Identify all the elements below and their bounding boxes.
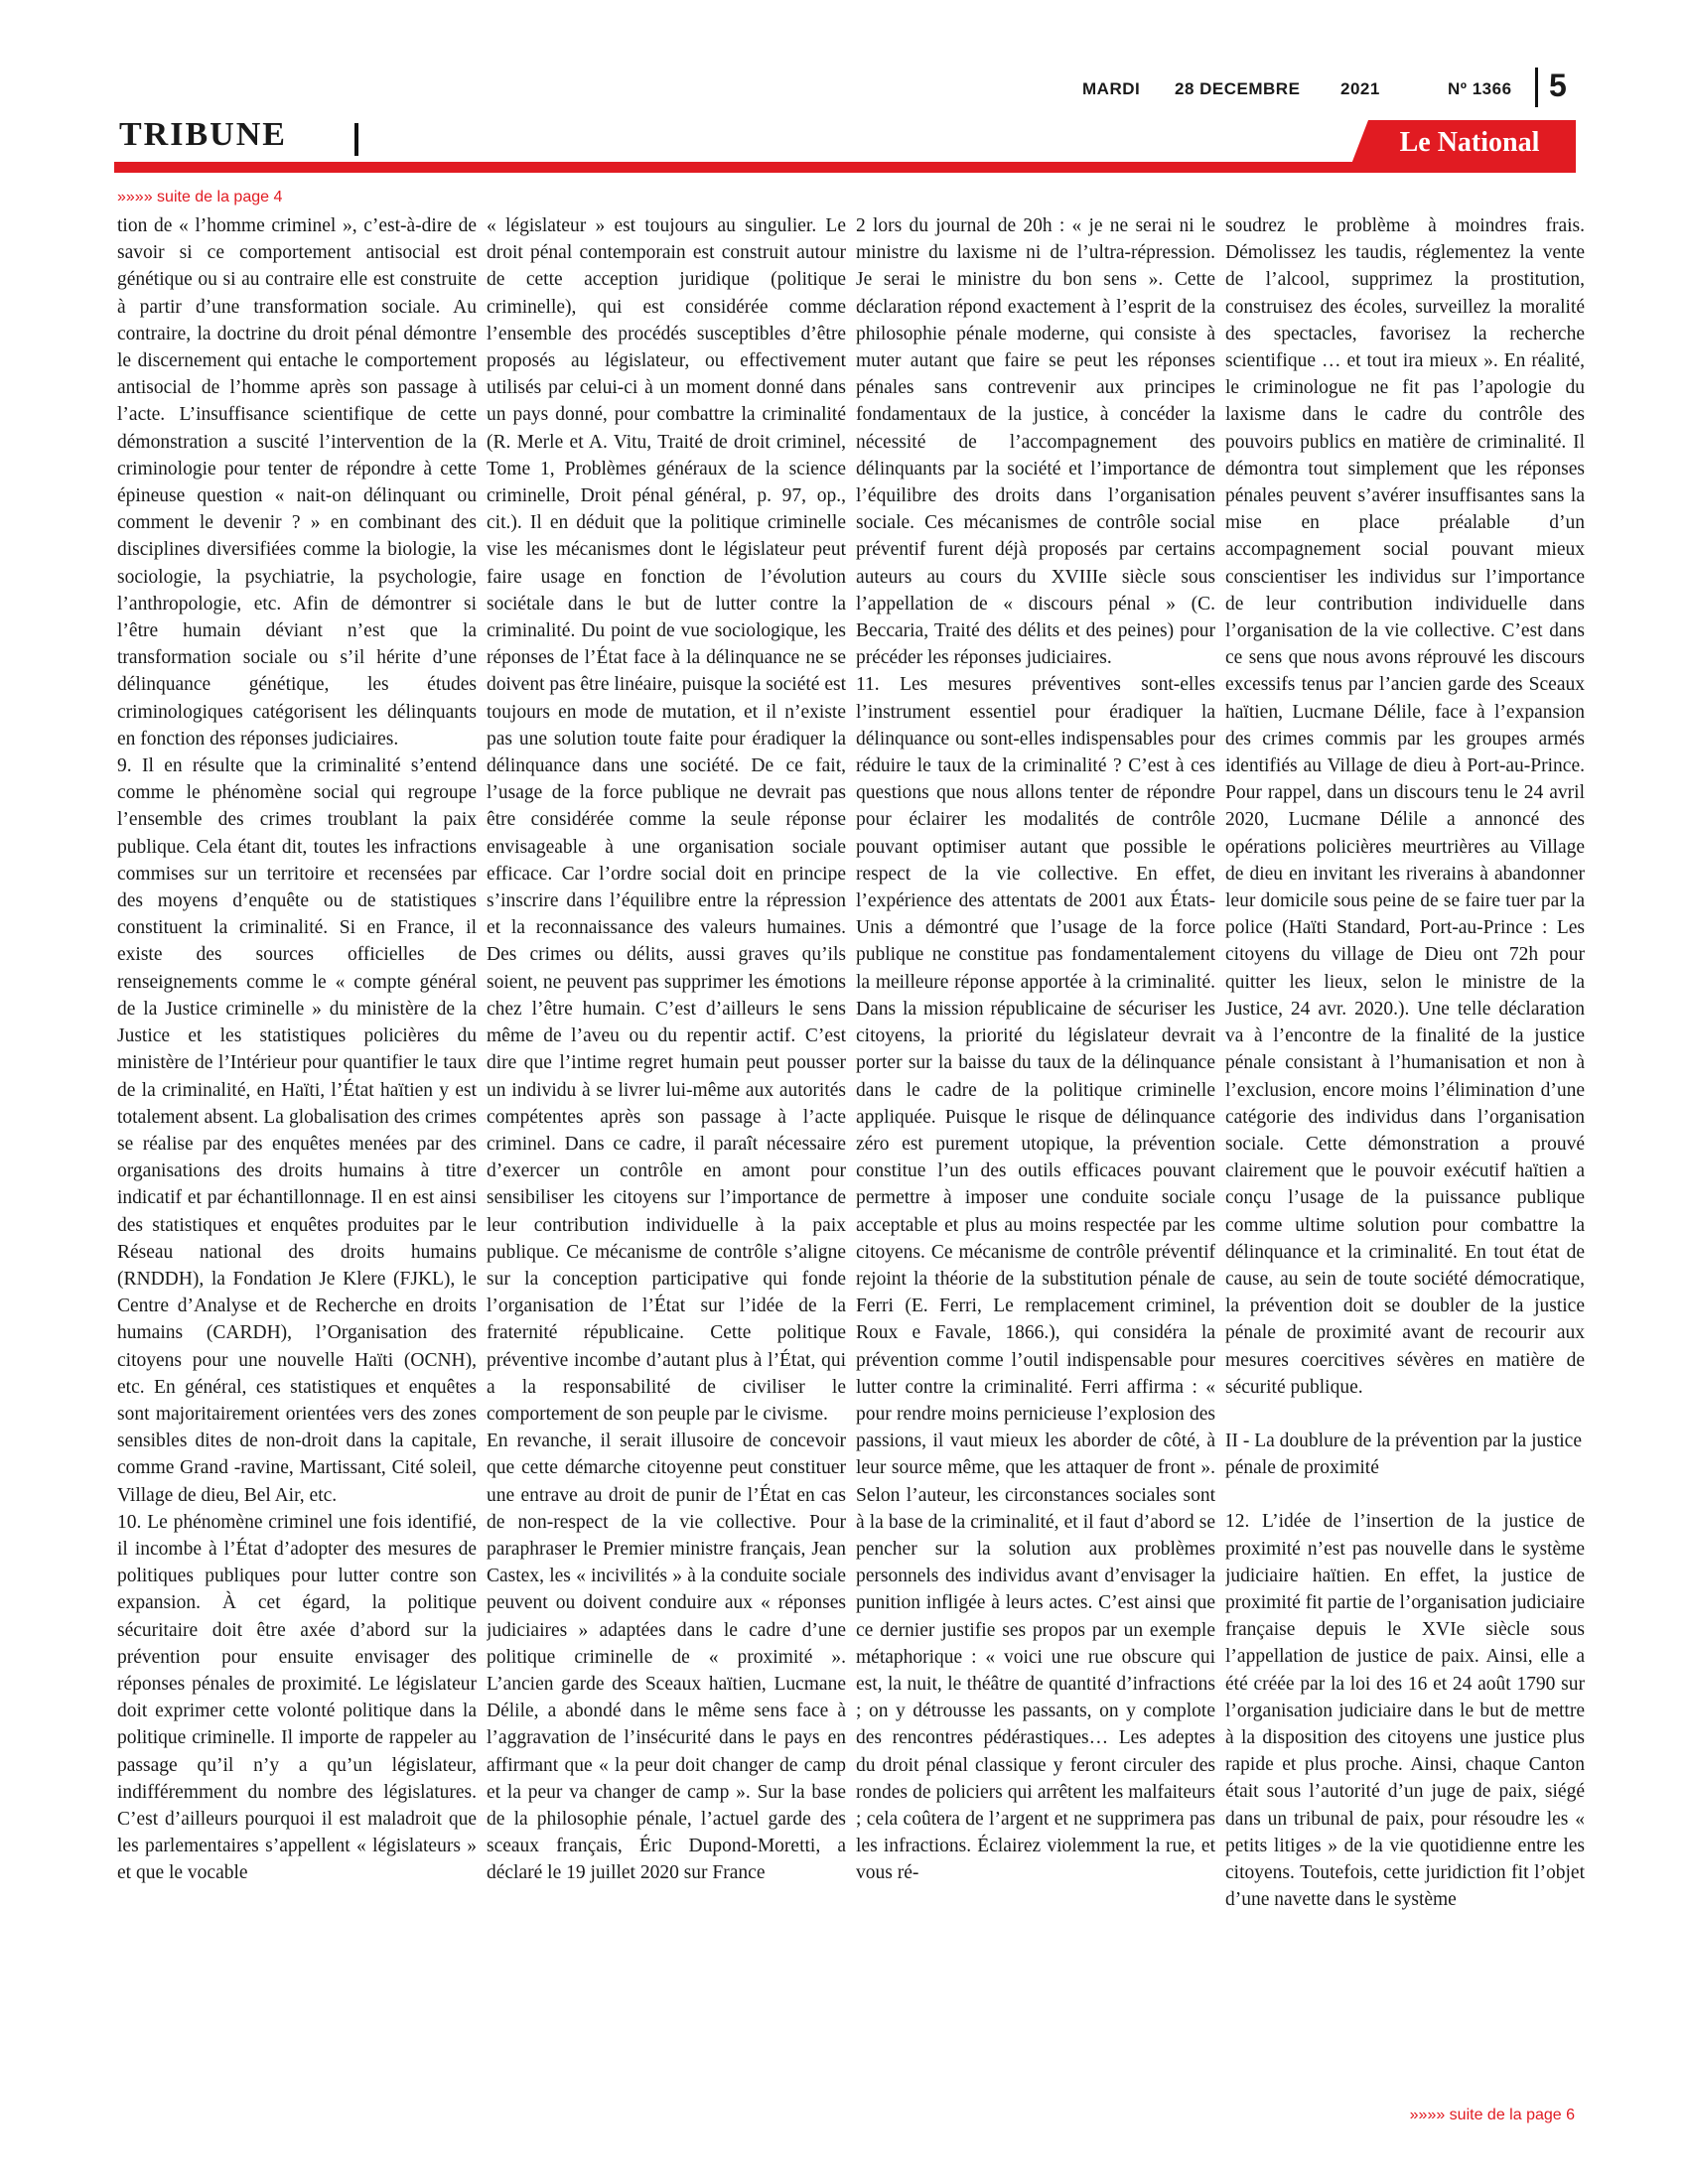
paragraph: 11. Les mesures préventives sont-elles l’instrument essentiel pour éradiquer la délinquance ou sont-elles indispensables pour réduire le taux de la criminalité ? C’est à ces questions que nous allons tenter de répondre pour éclairer les modalités de contrôle pouvant optimiser autant que possible le respect de la vie collective. En effet, l’expérience des attentats de 2001 aux États-Unis a démontré que l’usage de la force publique ne constitue pas fondamentalement la meilleure réponse apportée à la criminalité. Dans la mission républicaine de sécuriser les citoyens, la priorité du législateur devrait porter sur la baisse du taux de la délinquance dans le cadre de la politique criminelle appliquée. Puisque le risque de délinquance zéro est purement utopique, la prévention constitue l’un des outils efficaces pouvant permettre à imposer une conduite sociale acceptable et plus au moins respectée par les citoyens. Ce mécanisme de contrôle préventif rejoint la théorie de la substitution pénale de Ferri (E. Ferri, Le remplacement criminel, Roux e Favale, 1866.), qui considéra la prévention comme l’outil indispensable pour lutter contre la criminalité. Ferri affirma : « pour rendre moins pernicieuse l’explosion des passions, il vaut mieux les aborder de côté, à leur source même, que les attaquer de front ». Selon l’auteur, les circonstances sociales sont à la base de la criminalité, et il faut d’abord se pencher sur la solution aux problèmes personnels des individus avant d’envisager la punition infligée à leurs actes. C’est ainsi que ce dernier justifie ses propos par un exemple métaphorique : « voici une rue obscure qui est, la nuit, le théâtre de quantité d’infractions ; on y détrousse les passants, on y complote des rencontres pédérastiques… Les adeptes du droit pénal classique y feront circuler des rondes de policiers qui arrêtent les malfaiteurs ; cela coûtera de l’argent et ne supprimera pas les infractions. Éclairez violemment la rue, et vous ré-	[856, 674, 1215, 1884]
article-column-3	[856, 212, 1215, 2133]
paragraph: 9. Il en résulte que la criminalité s’entend comme le phénomène social qui regroupe l’ensemble des crimes troublant la paix publique. Cela étant dit, toutes les infractions commises sur un territoire et recensées par des moyens d’enquête ou de statistiques constituent la criminalité. Si en France, il existe des sources officielles de renseignements comme le « compte général de la Justice criminelle » du ministère de la Justice et les statistiques policières du ministère de l’Intérieur pour quantifier le taux de la criminalité, en Haïti, l’État haïtien y est totalement absent. La globalisation des crimes se réalise par des enquêtes menées par des organisations des droits humains à titre indicatif et par échantillonnage. Il en est ainsi des statistiques et enquêtes produites par le Réseau national des droits humains (RNDDH), la Fondation Je Klere (FJKL), le Centre d’Analyse et de Recherche en droits humains (CARDH), l’Organisation des citoyens pour une nouvelle Haïti (OCNH), etc. En général, ces statistiques et enquêtes sont majoritairement orientées vers des zones sensibles dites de non-droit dans la capitale, comme Grand -ravine, Martissant, Cité soleil, Village de dieu, Bel Air, etc.	[117, 755, 477, 1506]
dateline-year: 2021	[1340, 79, 1380, 98]
brand-name: Le National	[1399, 127, 1540, 158]
section-title-bar	[354, 123, 358, 156]
paragraph: tion de « l’homme criminel », c’est-à-dire de savoir si ce comportement antisocial est génétique ou si au contraire elle est construite à partir d’une transformation sociale. Au contraire, la doctrine du droit pénal démontre le discernement qui entache le comportement antisocial de l’homme après son passage à l’acte. L’insuffisance scientifique de cette démonstration a suscité l’intervention de la criminologie pour tenter de répondre à cette épineuse question « nait-on délinquant ou comment le devenir ? » en combinant des disciplines diversifiées comme la biologie, la sociologie, la psychiatrie, la psychologie, l’anthropologie, etc. Afin de démontrer si l’être humain déviant n’est que la transformation sociale ou s’il hérite d’une délinquance génétique, les études criminologiques catégorisent les délinquants en fonction des réponses judiciaires.	[117, 215, 477, 750]
page-number-divider	[1535, 68, 1538, 107]
article-column-4	[1225, 212, 1585, 2104]
continued-from-note: »»»» suite de la page 4	[117, 189, 283, 205]
dateline-date: 28 DECEMBRE	[1175, 79, 1301, 98]
section-title: TRIBUNE	[119, 116, 287, 153]
continued-on-note: »»»» suite de la page 6	[1409, 2107, 1575, 2123]
paragraph: En revanche, il serait illusoire de concevoir que cette démarche citoyenne peut constituer une entrave au droit de punir de l’État en cas de non-respect de la vie collective. Pour paraphraser le Premier ministre français, Jean Castex, les « incivilités » à la conduite sociale peuvent ou doivent conduire aux « réponses judiciaires » adaptées dans le cadre d’une politique criminelle de « proximité ». L’ancien garde des Sceaux haïtien, Lucmane Délile, a abondé dans le même sens face à l’aggravation de l’insécurité dans le pays en affirmant que « la peur doit changer de camp et la peur va changer de camp ». Sur la base de la philosophie pénale, l’actuel garde des sceaux français, Éric Dupond-Moretti, a déclaré le 19 juillet 2020 sur France	[487, 1431, 846, 1884]
issue-number: Nº 1366	[1448, 79, 1512, 98]
page-number: 5	[1549, 68, 1567, 103]
section-heading: II - La doublure de la prévention par la justice pénale de proximité	[1225, 1430, 1582, 1479]
paragraph: 2 lors du journal de 20h : « je ne serai ni le ministre du laxisme ni de l’ultra-répression. Je serai le ministre du bon sens ». Cette déclaration répond exactement à l’esprit de la philosophie pénale moderne, qui consiste à muter autant que faire se peut les réponses pénales sans contrevenir aux principes fondamentaux de la justice, à concéder la nécessité de l’accompagnement des délinquants par la société et l’importance de l’équilibre des droits dans l’organisation sociale. Ces mécanismes de contrôle social préventif furent déjà proposés par certains auteurs au cours du XVIIIe siècle sous l’appellation de « discours pénal » (C. Beccaria, Traité des délits et des peines) pour précéder les réponses judiciaires.	[856, 215, 1215, 669]
paragraph: 12. L’idée de l’insertion de la justice de proximité n’est pas nouvelle dans le système judiciaire haïtien. En effet, la justice de proximité fit partie de l’organisation judiciaire française depuis le XVIe siècle sous l’appellation de justice de paix. Ainsi, elle a été créée par la loi des 16 et 24 août 1790 sur l’organisation judiciaire dans le but de mettre à la disposition des citoyens une justice plus rapide et plus proche. Ainsi, chaque Canton était sous l’autorité d’un juge de paix, siégé dans un tribunal de paix, pour résoudre les « petits litiges » de la vie quotidienne entre les citoyens. Toutefois, cette juridiction fit l’objet d’une navette dans le système	[1225, 1511, 1585, 1911]
article-column-1	[117, 212, 477, 2133]
paragraph: 10. Le phénomène criminel une fois identifié, il incombe à l’État d’adopter des mesures de politiques publiques pour lutter contre son expansion. À cet égard, la politique sécuritaire doit être axée d’abord sur la prévention pour ensuite envisager des réponses pénales de proximité. Le législateur doit exprimer cette volonté politique dans la politique criminelle. Il importe de rappeler au passage qu’il n’y a qu’un législateur, indifféremment du nombre des législatures. C’est d’ailleurs pourquoi il est maladroit que les parlementaires s’appellent « législateurs » et que le vocable	[117, 1511, 477, 1884]
dateline-day: MARDI	[1082, 79, 1141, 98]
paragraph: soudrez le problème à moindres frais. Démolissez les taudis, réglementez la vente de l’alcool, supprimez la prostitution, construisez des écoles, surveillez la moralité des spectacles, favorisez la recherche scientifique … et tout ira mieux ». En réalité, le criminologue ne fit pas l’apologie du laxisme dans le cadre du contrôle des pouvoirs publics en matière de criminalité. Il démontra tout simplement que les réponses pénales peuvent s’avérer insuffisantes sans la mise en place préalable d’un accompagnement social pouvant mieux conscientiser les individus sur l’importance de leur contribution individuelle dans l’organisation de la vie collective. C’est dans ce sens que nous avons réprouvé les discours excessifs tenus par l’ancien garde des Sceaux haïtien, Lucmane Délile, face à l’expansion des crimes commis par les groupes armés identifiés au Village de dieu à Port-au-Prince. Pour rappel, dans un discours tenu le 24 avril 2020, Lucmane Délile a annoncé des opérations policières meurtrières au Village de dieu en invitant les riverains à abandonner leur domicile sous peine de se faire tuer par la police (Haïti Standard, Port-au-Prince : Les citoyens du village de Dieu ont 72h pour quitter les lieux, selon le ministre de la Justice, 24 avr. 2020.). Une telle déclaration va à l’encontre de la finalité de la justice pénale consistant à l’humanisation et non à l’exclusion, encore moins l’élimination d’une catégorie des individus dans l’organisation sociale. Cette démonstration a prouvé clairement que le pouvoir exécutif haïtien a conçu l’usage de la puissance publique comme ultime solution pour combattre la délinquance et la criminalité. En tout état de cause, au sein de toute société démocratique, la prévention doit se doubler de la justice pénale de proximité avant de recourir aux mesures coercitives sévères en matière de sécurité publique.	[1225, 215, 1585, 1398]
article-column-2	[487, 212, 846, 2133]
paragraph: « législateur » est toujours au singulier. Le droit pénal contemporain est construit autour de cette acception juridique (politique criminelle), qui est considérée comme l’ensemble des procédés susceptibles d’être proposés au législateur, ou effectivement utilisés par celui-ci à un moment donné dans un pays donné, pour combattre la criminalité (R. Merle et A. Vitu, Traité de droit criminel, Tome 1, Problèmes généraux de la science criminelle, Droit pénal général, p. 97, op., cit.). Il en déduit que la politique criminelle vise les mécanismes dont le législateur peut faire usage en fonction de l’évolution sociétale dans le but de lutter contre la criminalité. Du point de vue sociologique, les réponses de l’État face à la délinquance ne se doivent pas être linéaire, puisque la société est toujours en mode de mutation, et il n’existe pas une solution toute faite pour éradiquer la délinquance dans une société. De ce fait, l’usage de la force publique ne devrait pas être considérée comme la seule réponse envisageable à une organisation sociale efficace. Car l’ordre social doit en principe s’inscrire dans l’équilibre entre la répression et la reconnaissance des valeurs humaines. Des crimes ou délits, aussi graves qu’ils soient, ne peuvent pas supprimer les émotions chez l’être humain. C’est d’ailleurs le sens même de l’aveu ou du repentir actif. C’est dire que l’intime regret humain peut pousser un individu à se livrer lui-même aux autorités compétentes après son passage à l’acte criminel. Dans ce cadre, il paraît nécessaire d’exercer un contrôle en amont pour sensibiliser les citoyens sur l’importance de leur contribution individuelle à la paix publique. Ce mécanisme de contrôle s’aligne sur la conception participative qui fonde l’organisation de l’État sur l’idée de la fraternité républicaine. Cette politique préventive incombe d’autant plus à l’État, qui a la responsabilité de civiliser le comportement de son peuple par le civisme.	[487, 215, 846, 1425]
